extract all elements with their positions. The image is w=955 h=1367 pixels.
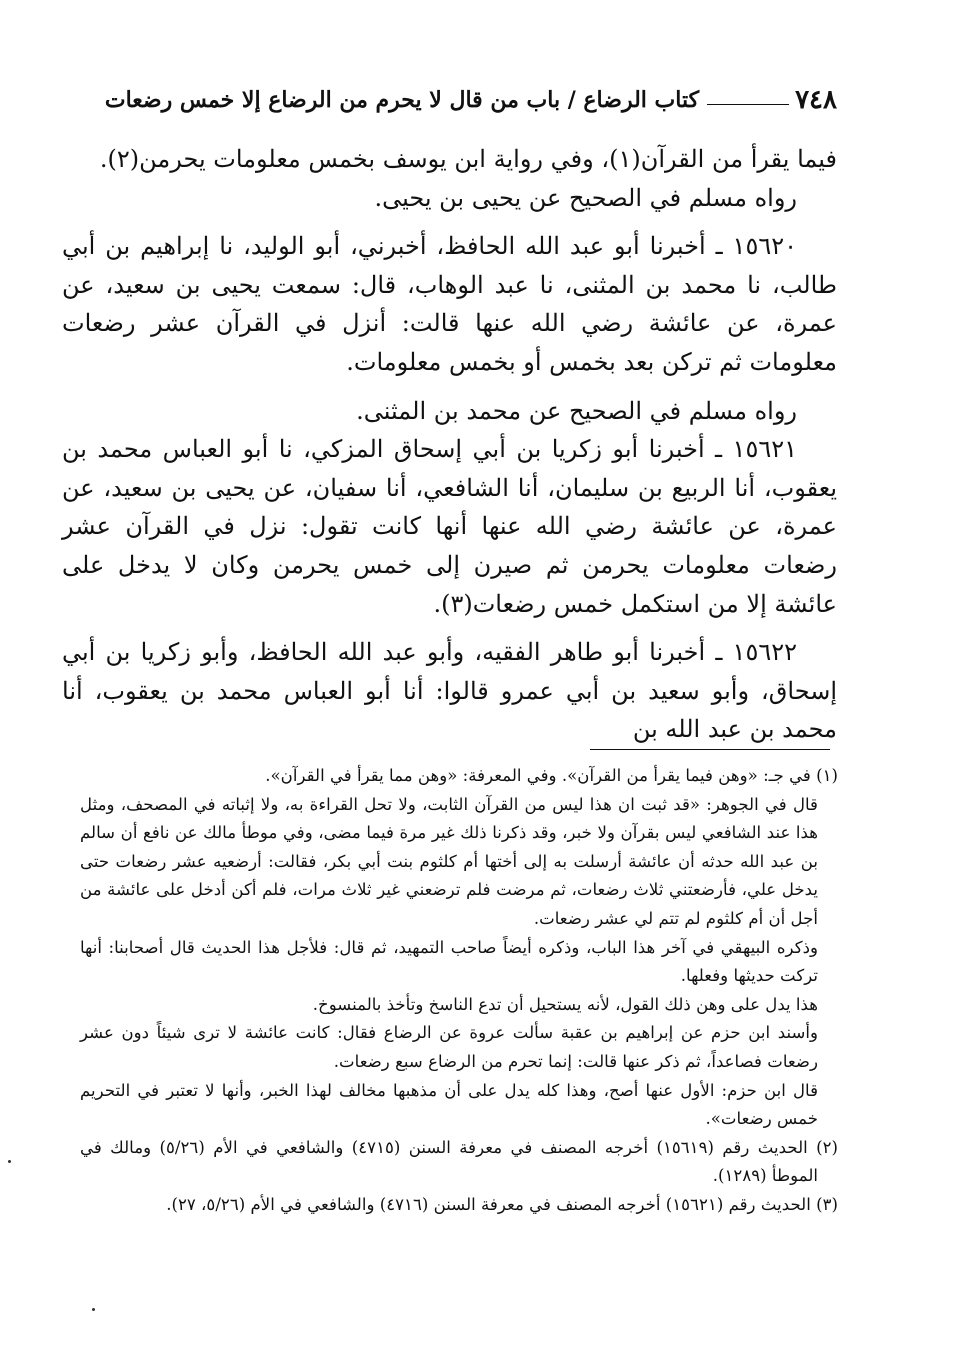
header-rule	[707, 104, 789, 105]
footnote-separator	[590, 749, 830, 750]
body-paragraph: فيما يقرأ من القرآن(١)، وفي رواية ابن يوسف بخمس معلومات يحرمن(٢).	[99, 145, 837, 173]
footnote: (٣) الحديث رقم (١٥٦٢١) أخرجه المصنف في معرفة السنن (٤٧١٦) والشافعي في الأم (٥/٢٦، ٢٧).	[166, 1194, 838, 1214]
footnote-paragraph: وذكره البيهقي في آخر هذا الباب، وذكره أيضاً صاحب التمهيد، ثم قال: فلأجل هذا الحديث قال أصحابنا: أنها تركت حديثها وفعلها.	[80, 937, 818, 986]
hadith-paragraph: ١٥٦٢٢ ـ أخبرنا أبو طاهر الفقيه، وأبو عبد الله الحافظ، وأبو زكريا بن أبي إسحاق، وأبو سعيد بن أبي عمرو قالوا: أنا أبو العباس محمد بن يعقوب، أنا محمد بن عبد الله بن	[62, 638, 837, 744]
body-paragraph: رواه مسلم في الصحيح عن محمد بن المثنى.	[356, 396, 797, 425]
footnotes	[80, 762, 838, 1220]
body-paragraph: رواه مسلم في الصحيح عن يحيى بن يحيى.	[374, 183, 797, 212]
page-number: ٧٤٨	[795, 85, 837, 115]
hadith-paragraph: ١٥٦٢٠ ـ أخبرنا أبو عبد الله الحافظ، أخبرني، أبو الوليد، نا إبراهيم بن أبي طالب، نا محمد بن المثنى، نا عبد الوهاب، قال: سمعت يحيى بن سعيد، عن عمرة، عن عائشة رضي الله عنها قالت: أنزل في القرآن عشر رضعات معلومات ثم تركن بعد بخمس أو بخمس معلومات.	[62, 232, 837, 376]
footnote-paragraph: وأسند ابن حزم عن إبراهيم بن عقبة سألت عروة عن الرضاع فقال: كانت عائشة لا ترى شيئاً دون عشر رضعات فصاعداً، ثم ذكر عنها قالت: إنما تحرم من الرضاع سبع رضعات.	[80, 1023, 818, 1071]
scan-speck	[92, 1308, 95, 1311]
footnote: (٢) الحديث رقم (١٥٦١٩) أخرجه المصنف في معرفة السنن (٤٧١٥) والشافعي في الأم (٥/٢٦) ومالك في الموطأ (١٢٨٩).	[80, 1137, 839, 1186]
main-text	[62, 140, 837, 749]
footnote: (١) في جـ: «وهن فيما يقرأ من القرآن». وفي المعرفة: «وهن مما يقرأ في القرآن».	[265, 766, 838, 785]
footnote-paragraph: قال ابن حزم: الأول عنها أصح، وهذا كله يدل على أن مذهبها مخالف لهذا الخبر، وأنها لا تعتبر في التحريم خمس رضعات».	[80, 1080, 818, 1129]
running-header	[62, 80, 837, 120]
footnote-paragraph: هذا يدل على وهن ذلك القول، لأنه يستحيل أن تدع الناسخ وتأخذ بالمنسوخ.	[312, 994, 818, 1014]
header-title: كتاب الرضاع / باب من قال لا يحرم من الرضاع إلا خمس رضعات	[104, 87, 700, 113]
footnote-paragraph: قال في الجوهر: «قد ثبت ان هذا ليس من القرآن الثابت، ولا تحل القراءة به، ولا إثباته في المصحف، ومثل هذا عند الشافعي ليس بقرآن ولا خبر، وقد ذكرنا ذلك غير مرة فيما مضى، وفي موطأ مالك عن نافع أن سالم بن عبد الله حدثه أن عائشة أرسلت به إلى أختها أم كلثوم بنت أبي بكر، فقالت: أرضعيه عشر رضعات حتى يدخل علي، فأرضعتني ثلاث رضعات، ثم مرضت فلم ترضعني غير ثلاث مرات، فلم أكن أدخل على عائشة من أجل أن أم كلثوم لم تتم لي عشر رضعات.	[80, 794, 818, 928]
hadith-paragraph: ١٥٦٢١ ـ أخبرنا أبو زكريا بن أبي إسحاق المزكي، نا أبو العباس محمد بن يعقوب، أنا الربيع بن سليمان، أنا الشافعي، أنا سفيان، عن يحيى بن سعيد، عن عمرة، عن عائشة رضي الله عنها أنها كانت تقول: نزل في القرآن عشر رضعات معلومات يحرمن ثم صيرن إلى خمس يحرمن وكان لا يدخل على عائشة إلا من استكمل خمس رضعات(٣).	[62, 435, 837, 618]
scan-speck	[8, 1160, 11, 1163]
